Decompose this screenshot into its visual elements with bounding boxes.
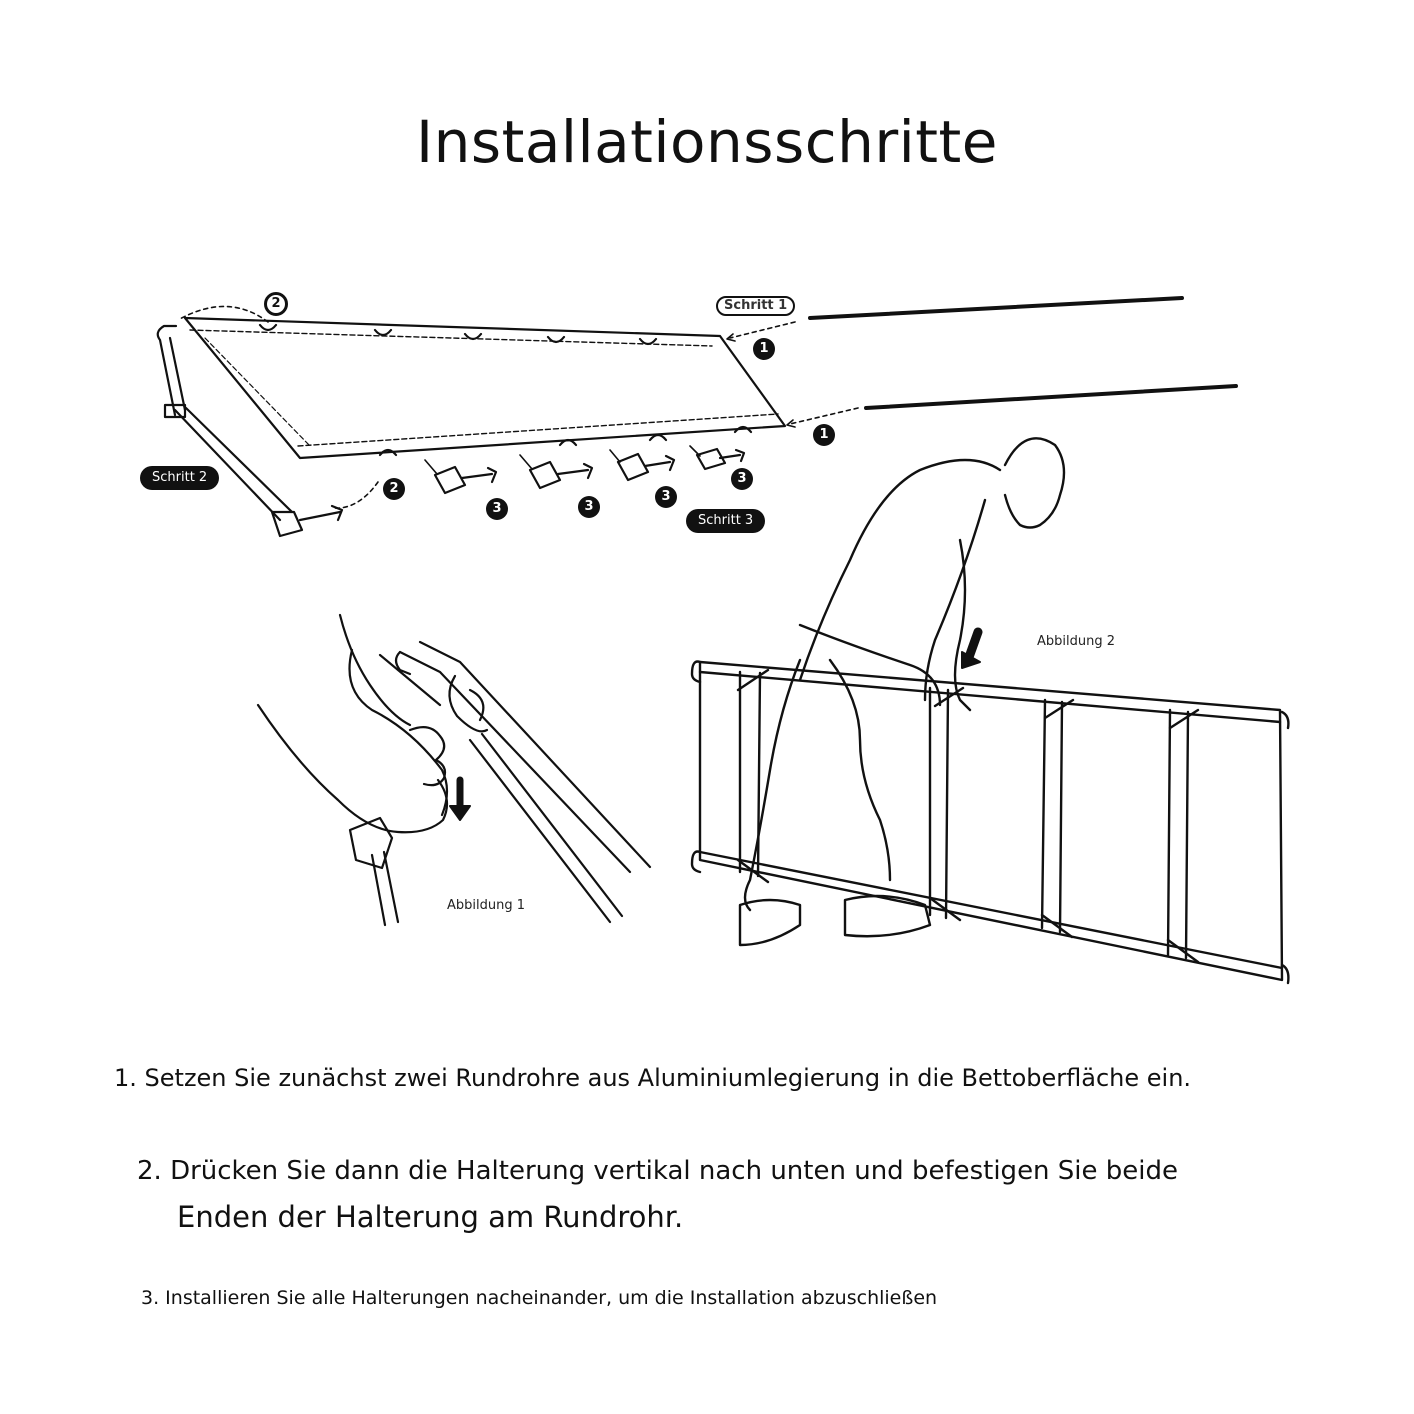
figure-2-caption: Abbildung 2 xyxy=(1037,634,1116,649)
instruction-step-2-line-2: Enden der Halterung am Rundrohr. xyxy=(177,1200,684,1234)
page-title: Installationsschritte xyxy=(416,108,998,176)
marker-1-bottom: 1 xyxy=(813,424,835,446)
figure-2-drawing xyxy=(692,438,1288,983)
instruction-step-3: 3. Installieren Sie alle Halterungen nacheinander, um die Installation abzuschließen xyxy=(141,1287,938,1309)
aluminium-tubes xyxy=(810,298,1236,408)
figure-1-caption: Abbildung 1 xyxy=(447,898,526,913)
instruction-step-1: 1. Setzen Sie zunächst zwei Rundrohre aus Aluminiumlegierung in die Bettoberfläche ein. xyxy=(114,1064,1192,1092)
marker-3-a: 3 xyxy=(486,498,508,520)
step-2-label: Schritt 2 xyxy=(140,466,219,490)
figure-1-drawing xyxy=(258,615,650,925)
marker-3-d: 3 xyxy=(731,468,753,490)
step-1-label: Schritt 1 xyxy=(716,296,795,316)
marker-3-c: 3 xyxy=(655,486,677,508)
bracket-set xyxy=(435,449,744,493)
step-3-label: Schritt 3 xyxy=(686,509,765,533)
instruction-step-2-line-1: 2. Drücken Sie dann die Halterung vertikal nach unten und befestigen Sie beide xyxy=(137,1156,1179,1186)
marker-1-top: 1 xyxy=(753,338,775,360)
marker-2-bottom: 2 xyxy=(383,478,405,500)
marker-3-b: 3 xyxy=(578,496,600,518)
marker-2-top: 2 xyxy=(264,292,288,316)
bed-fabric-diagram xyxy=(158,306,858,536)
